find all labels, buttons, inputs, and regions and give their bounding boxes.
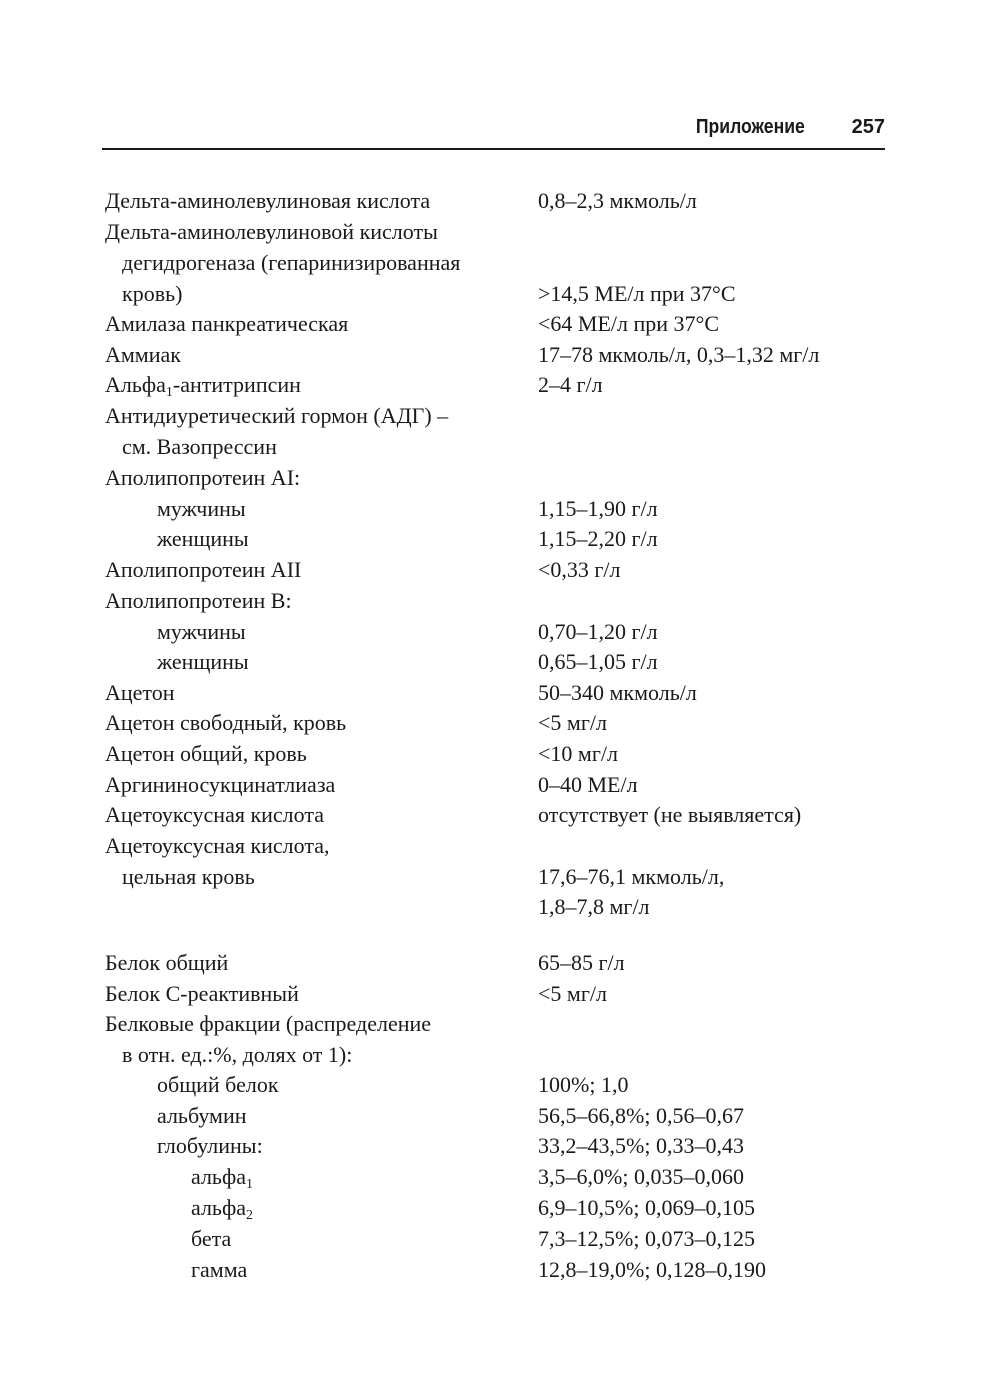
table-row xyxy=(0,739,1000,769)
table-row xyxy=(0,800,1000,830)
table-row xyxy=(0,831,1000,861)
row-term: Белковые фракции (распределение xyxy=(105,1011,432,1036)
row-value: 0,8–2,3 мкмоль/л xyxy=(538,188,697,213)
row-value: 0–40 МЕ/л xyxy=(538,772,638,797)
row-term: Белок общий xyxy=(105,950,229,975)
row-term: дегидрогеназа (гепаринизированная xyxy=(122,250,461,275)
row-term: женщины xyxy=(157,526,249,551)
row-term: глобулины: xyxy=(157,1133,263,1158)
row-value: <64 МЕ/л при 37°С xyxy=(538,311,720,336)
subscript: 2 xyxy=(246,1208,253,1223)
table-row xyxy=(0,647,1000,677)
running-header xyxy=(102,112,885,150)
table-row xyxy=(0,1101,1000,1131)
row-value: 0,70–1,20 г/л xyxy=(538,619,658,644)
table-row xyxy=(0,370,1000,400)
row-term: см. Вазопрессин xyxy=(122,434,277,459)
table-row xyxy=(0,1255,1000,1285)
row-term: Аполипопротеин AI: xyxy=(105,465,301,490)
table-row xyxy=(0,586,1000,616)
table-row xyxy=(0,1009,1000,1039)
row-term: альбумин xyxy=(157,1103,247,1128)
row-value: 17–78 мкмоль/л, 0,3–1,32 мг/л xyxy=(538,342,820,367)
row-value: <10 мг/л xyxy=(538,741,618,766)
row-value: 2–4 г/л xyxy=(538,372,603,397)
row-term: Ацетоуксусная кислота, xyxy=(105,833,330,858)
table-row xyxy=(0,678,1000,708)
table-row xyxy=(0,401,1000,431)
table-row xyxy=(0,432,1000,462)
table-row xyxy=(0,555,1000,585)
row-value: 0,65–1,05 г/л xyxy=(538,649,658,674)
table-row xyxy=(0,463,1000,493)
section-title: Приложение xyxy=(696,116,805,138)
row-term: мужчины xyxy=(157,496,246,521)
subscript: 1 xyxy=(246,1177,253,1192)
table-row xyxy=(0,1070,1000,1100)
table-row xyxy=(0,1040,1000,1070)
row-term: Аммиак xyxy=(105,342,181,367)
subscript: 1 xyxy=(165,385,173,400)
table-row xyxy=(0,708,1000,738)
table-row xyxy=(0,248,1000,278)
row-value: 65–85 г/л xyxy=(538,950,625,975)
row-term: в отн. ед.:%, долях от 1): xyxy=(122,1042,353,1067)
row-term: Ацетон свободный, кровь xyxy=(105,710,347,735)
row-value: >14,5 МЕ/л при 37°С xyxy=(538,281,736,306)
row-value: 1,8–7,8 мг/л xyxy=(538,894,650,919)
row-value: <5 мг/л xyxy=(538,710,607,735)
row-value: 3,5–6,0%; 0,035–0,060 xyxy=(538,1164,744,1189)
row-term: Антидиуретический гормон (АДГ) – xyxy=(105,403,449,428)
table-row xyxy=(0,1162,1000,1192)
table-row xyxy=(0,309,1000,339)
table-row xyxy=(0,892,1000,922)
table-row xyxy=(0,524,1000,554)
row-term: цельная кровь xyxy=(122,864,255,889)
row-value: отсутствует (не выявляется) xyxy=(538,802,802,827)
row-value: 7,3–12,5%; 0,073–0,125 xyxy=(538,1226,755,1251)
row-term: Аргининосукцинатлиаза xyxy=(105,772,336,797)
table-row xyxy=(0,217,1000,247)
row-term: Альфа$_1$-антитрипсин xyxy=(105,372,301,400)
table-row xyxy=(0,186,1000,216)
row-value: <0,33 г/л xyxy=(538,557,621,582)
row-term: Ацетоуксусная кислота xyxy=(105,802,325,827)
table-row xyxy=(0,979,1000,1009)
row-value: <5 мг/л xyxy=(538,981,607,1006)
table-row xyxy=(0,340,1000,370)
row-value: 33,2–43,5%; 0,33–0,43 xyxy=(538,1133,744,1158)
row-value: 1,15–2,20 г/л xyxy=(538,526,658,551)
row-term: Амилаза панкреатическая xyxy=(105,311,349,336)
row-value: 1,15–1,90 г/л xyxy=(538,496,658,521)
row-term: альфа$_2$ xyxy=(191,1195,253,1223)
row-term: кровь) xyxy=(122,281,183,306)
row-term: мужчины xyxy=(157,619,246,644)
row-term: гамма xyxy=(191,1257,248,1282)
row-term: Белок С-реактивный xyxy=(105,981,299,1006)
row-value: 100%; 1,0 xyxy=(538,1072,629,1097)
row-term: женщины xyxy=(157,649,249,674)
table-row xyxy=(0,770,1000,800)
row-term: бета xyxy=(191,1226,232,1251)
row-term: Ацетон общий, кровь xyxy=(105,741,307,766)
table-row xyxy=(0,617,1000,647)
row-term: Аполипопротеин В: xyxy=(105,588,292,613)
row-term: Ацетон xyxy=(105,680,175,705)
row-term: Аполипопротеин AII xyxy=(105,557,302,582)
table-row xyxy=(0,862,1000,892)
table-row xyxy=(0,1193,1000,1223)
table-row xyxy=(0,279,1000,309)
row-term: альфа$_1$ xyxy=(191,1164,253,1192)
row-value: 50–340 мкмоль/л xyxy=(538,680,697,705)
row-term: Дельта-аминолевулиновая кислота xyxy=(105,188,431,213)
table-row xyxy=(0,948,1000,978)
row-value: 12,8–19,0%; 0,128–0,190 xyxy=(538,1257,766,1282)
row-value: 17,6–76,1 мкмоль/л, xyxy=(538,864,725,889)
row-value: 56,5–66,8%; 0,56–0,67 xyxy=(538,1103,744,1128)
table-row xyxy=(0,1224,1000,1254)
page-number: 257 xyxy=(851,116,885,138)
row-term: Дельта-аминолевулиновой кислоты xyxy=(105,219,438,244)
table-row xyxy=(0,494,1000,524)
row-value: 6,9–10,5%; 0,069–0,105 xyxy=(538,1195,755,1220)
table-row xyxy=(0,1131,1000,1161)
row-term: общий белок xyxy=(157,1072,279,1097)
